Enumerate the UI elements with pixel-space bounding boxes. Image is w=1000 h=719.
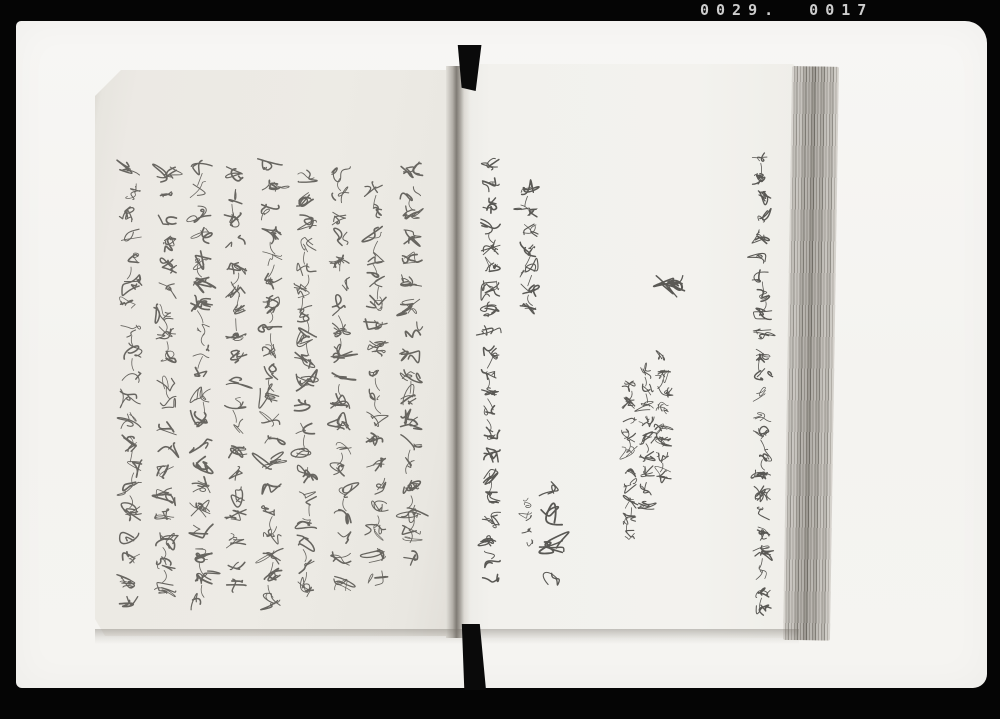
left-page xyxy=(95,70,447,636)
right-page xyxy=(464,64,795,638)
book-gutter xyxy=(446,66,465,638)
film-frame-counter: 0029. 0017 xyxy=(700,1,874,19)
page-stack-fore-edge xyxy=(783,66,839,641)
book-bottom-shadow xyxy=(95,629,799,644)
